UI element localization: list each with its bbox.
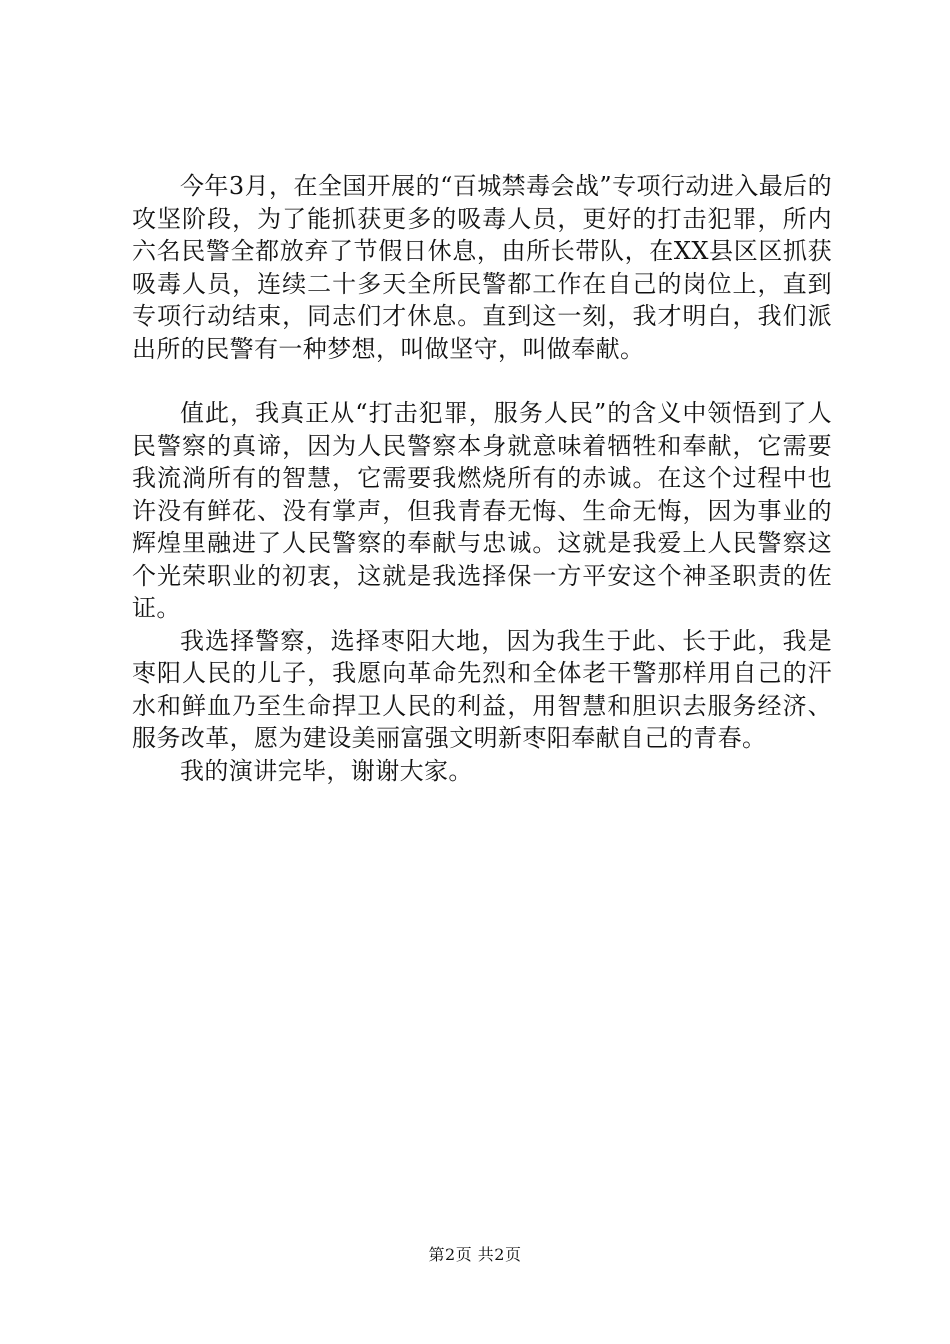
page-footer: 第2页 共2页 (428, 1245, 522, 1264)
paragraph-closing: 我的演讲完毕，谢谢大家。 (180, 756, 473, 785)
paragraph-choice: 我选择警察，选择枣阳大地，因为我生于此、长于此，我是枣阳人民的儿子，我愿向革命先烈和全体老干警那样用自己的汗水和鲜血乃至生命捍卫人民的利益，用智慧和胆识去服务经济、服务改革，愿为建设美丽富强文明新枣阳奉献自己的青春。 (132, 626, 832, 752)
paragraph-realization: 值此，我真正从“打击犯罪，服务人民”的含义中领悟到了人民警察的真谛，因为人民警察本身就意味着牺牲和奉献，它需要我流淌所有的智慧，它需要我燃烧所有的赤诚。在这个过程中也许没有鲜花、没有掌声，但我青春无悔、生命无悔，因为事业的辉煌里融进了人民警察的奉献与忠诚。这就是我爱上人民警察这个光荣职业的初衷，这就是我选择保一方平安这个神圣职责的佐证。 (132, 399, 832, 622)
document-body (132, 170, 832, 787)
paragraph-campaign: 今年3月，在全国开展的“百城禁毒会战”专项行动进入最后的攻坚阶段，为了能抓获更多的吸毒人员，更好的打击犯罪，所内六名民警全都放弃了节假日休息，由所长带队，在XX县区区抓获吸毒人员，连续二十多天全所民警都工作在自己的岗位上，直到专项行动结束，同志们才休息。直到这一刻，我才明白，我们派出所的民警有一种梦想，叫做坚守，叫做奉献。 (132, 172, 832, 363)
paragraph-gap (132, 365, 832, 397)
